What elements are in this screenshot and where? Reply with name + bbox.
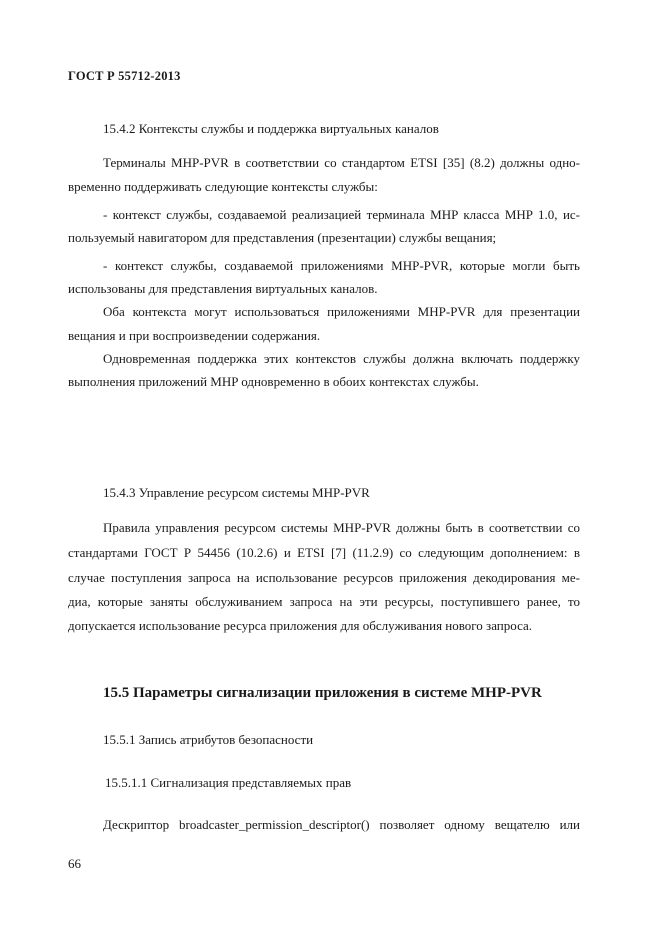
page-number: 66 [68,856,81,871]
paragraph-line: Терминалы MHP-PVR в соответствии со стандартом ETSI [35] (8.2) должны одно- [103,155,580,170]
paragraph-line: случае поступления запроса на использование ресурсов приложения декодирования ме- [68,570,580,585]
bullet-line: - контекст службы, создаваемой приложениями MHP-PVR, которые могли быть [103,258,580,273]
paragraph-line: диа, которые заняты обслуживанием запроса на эти ресурсы, поступившего ранее, то [68,594,580,609]
section-heading-15-4-2: 15.4.2 Контексты службы и поддержка виртуальных каналов [103,121,439,136]
paragraph-line: Одновременная поддержка этих контекстов службы должна включать поддержку [103,351,580,366]
bullet-line: - контекст службы, создаваемой реализацией терминала MHP класса MHP 1.0, ис- [103,207,580,222]
section-heading-15-5-1: 15.5.1 Запись атрибутов безопасности [103,732,314,747]
paragraph-line: временно поддерживать следующие контексты службы: [68,179,378,194]
bullet-line: использованы для представления виртуальных каналов. [68,281,378,296]
paragraph-line: Правила управления ресурсом системы MHP-PVR должны быть в соответствии со [103,520,580,535]
section-heading-15-5: 15.5 Параметры сигнализации приложения в системе MHP-PVR [103,685,542,701]
section-heading-15-5-1-1: 15.5.1.1 Сигнализация представляемых прав [105,775,352,790]
paragraph-line: вещания и при воспроизведении содержания. [68,328,321,343]
paragraph-line: Оба контекста могут использоваться приложениями MHP-PVR для презентации [103,304,580,319]
paragraph-line: стандартами ГОСТ Р 54456 (10.2.6) и ETSI [7] (11.2.9) со следующим дополнением: в [68,545,580,560]
document-code-header: ГОСТ Р 55712-2013 [68,69,181,83]
paragraph-line: Дескриптор broadcaster_permission_descriptor() позволяет одному вещателю или [103,817,580,832]
section-heading-15-4-3: 15.4.3 Управление ресурсом системы MHP-PVR [103,485,370,500]
paragraph-line: выполнения приложений MHP одновременно в обоих контекстах службы. [68,374,479,389]
paragraph-line: допускается использование ресурса приложения для обслуживания нового запроса. [68,618,533,633]
bullet-line: пользуемый навигатором для представления (презентации) службы вещания; [68,230,497,245]
